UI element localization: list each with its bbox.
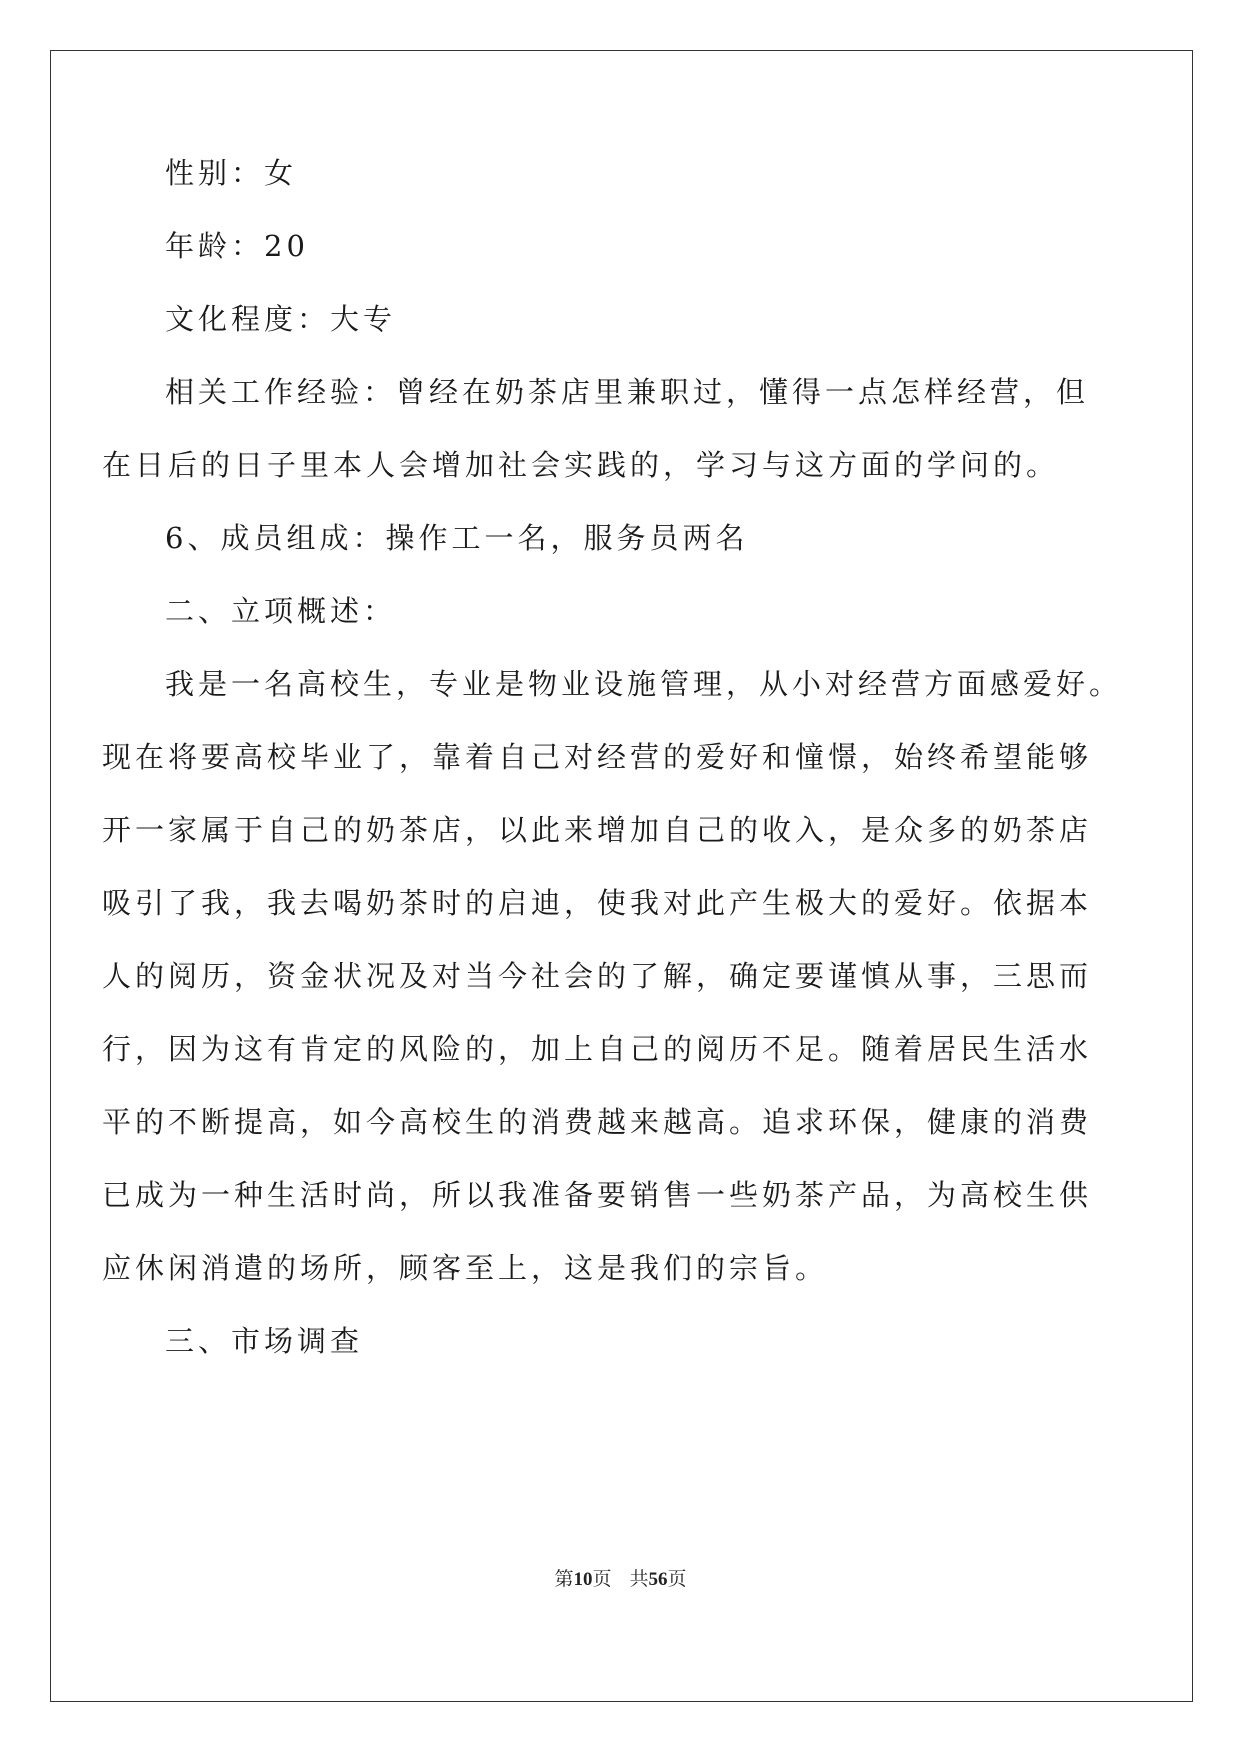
- paragraph-line: 我是一名高校生，专业是物业设施管理，从小对经营方面感爱好。: [165, 667, 1123, 701]
- page-border: [50, 50, 1193, 1702]
- footer-page-suffix: 页: [592, 1569, 612, 1590]
- field-experience: 相关工作经验：曾经在奶茶店里兼职过，懂得一点怎样经营，但: [165, 375, 1090, 409]
- field-gender: 性别：女: [165, 156, 298, 190]
- section-heading-market: 三、市场调查: [165, 1324, 364, 1358]
- page-footer: [0, 1568, 1241, 1592]
- paragraph-line: 开一家属于自己的奶茶店，以此来增加自己的收入，是众多的奶茶店: [102, 813, 1093, 847]
- paragraph-line: 现在将要高校毕业了，靠着自己对经营的爱好和憧憬，始终希望能够: [102, 740, 1093, 774]
- footer-prefix: 第: [554, 1569, 574, 1590]
- paragraph-line: 行，因为这有肯定的风险的，加上自己的阅历不足。随着居民生活水: [102, 1032, 1093, 1066]
- team-members: 6、成员组成：操作工一名，服务员两名: [165, 521, 749, 555]
- total-pages: 56: [648, 1569, 668, 1590]
- paragraph-line: 在日后的日子里本人会增加社会实践的，学习与这方面的学问的。: [102, 448, 1060, 482]
- field-education: 文化程度：大专: [165, 302, 397, 336]
- page-number: 10: [573, 1569, 593, 1590]
- field-age: 年龄：20: [165, 229, 309, 263]
- paragraph-line: 吸引了我，我去喝奶茶时的启迪，使我对此产生极大的爱好。依据本: [102, 886, 1093, 920]
- footer-total-prefix: 共: [629, 1569, 649, 1590]
- footer-total-suffix: 页: [667, 1569, 687, 1590]
- paragraph-line: 应休闲消遣的场所，顾客至上，这是我们的宗旨。: [102, 1251, 829, 1285]
- section-heading-overview: 二、立项概述：: [165, 594, 397, 628]
- paragraph-line: 已成为一种生活时尚，所以我准备要销售一些奶茶产品，为高校生供: [102, 1178, 1093, 1212]
- paragraph-line: 人的阅历，资金状况及对当今社会的了解，确定要谨慎从事，三思而: [102, 959, 1093, 993]
- paragraph-line: 平的不断提高，如今高校生的消费越来越高。追求环保，健康的消费: [102, 1105, 1093, 1139]
